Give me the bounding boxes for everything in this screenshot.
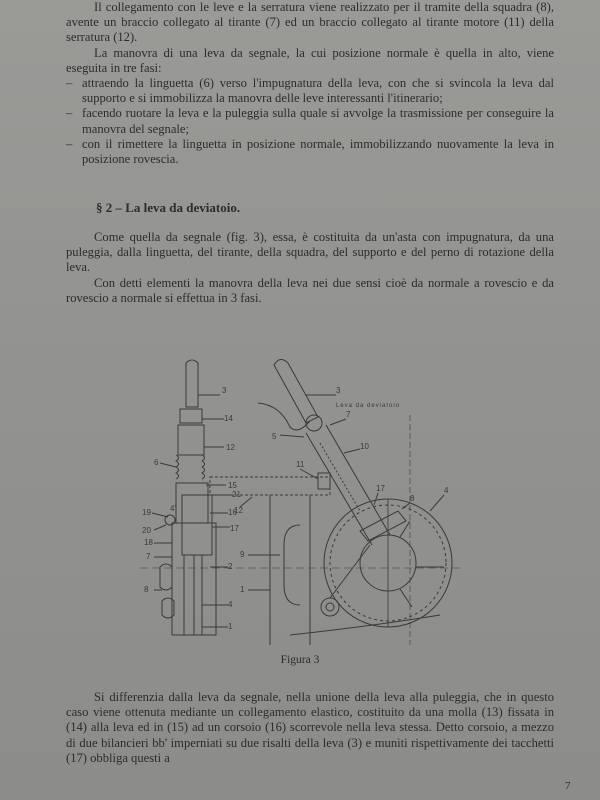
- svg-text:14: 14: [224, 414, 233, 423]
- figure-caption: Figura 3: [280, 654, 320, 666]
- steps-list: [66, 76, 554, 167]
- svg-text:18: 18: [144, 538, 153, 547]
- svg-text:17: 17: [230, 524, 239, 533]
- paragraph-composizione: Come quella da segnale (fig. 3), essa, è costituita da un'asta con impugnatura, da una puleggia, dalla linguetta, del tirante, della squadra, del supporto e del perno di rotazione della leva.: [66, 230, 554, 275]
- svg-text:8: 8: [144, 585, 149, 594]
- svg-text:9: 9: [240, 550, 245, 559]
- svg-text:16: 16: [228, 508, 237, 517]
- svg-text:21: 21: [232, 490, 241, 499]
- paragraph-manovra-segnale: La manovra di una leva da segnale, la cui posizione normale è quella in alto, viene eseguita in tre fasi:: [66, 45, 554, 75]
- step-item: – attraendo la linguetta (6) verso l'impugnatura della leva, con che si svincola la leva dal supporto e si immobilizza la manovra delle leve interessanti l'itinerario;: [66, 76, 554, 106]
- svg-text:1: 1: [240, 585, 245, 594]
- paragraph-differenza: Si differenzia dalla leva da segnale, nella unione della leva alla puleggia, che in questo caso viene ottenuta mediante un collegamento elastico, costituito da una molla (13) fissata in (14) alla leva ed in (15) ad un corsoio (16) scorrevole nella leva stessa. Detto corsoio, a mezzo di due bilancieri bb' imperniati su due risalti della leva (3) e muniti rispettivamente dei tacchetti (17) obbliga questi a: [66, 690, 554, 765]
- svg-text:12: 12: [226, 443, 235, 452]
- svg-text:4: 4: [444, 486, 449, 495]
- step-item: – facendo ruotare la leva e la puleggia sulla quale si avvolge la trasmissione per conseguire la manovra del segnale;: [66, 106, 554, 136]
- svg-text:8: 8: [410, 494, 415, 503]
- lever-technical-drawing: [140, 345, 460, 645]
- page-number: 7: [565, 780, 571, 792]
- svg-text:12: 12: [234, 506, 243, 515]
- svg-text:4: 4: [228, 600, 233, 609]
- svg-text:11: 11: [296, 460, 305, 469]
- figure-3-drawing: [140, 345, 460, 645]
- text-top: [66, 0, 554, 167]
- svg-text:1: 1: [228, 622, 233, 631]
- svg-text:2: 2: [228, 562, 233, 571]
- step-item: – con il rimettere la linguetta in posizione normale, immobilizzando nuovamente la leva in posizione rovescia.: [66, 136, 554, 167]
- svg-text:19: 19: [142, 508, 151, 517]
- svg-text:20: 20: [142, 526, 151, 535]
- svg-text:15: 15: [228, 481, 237, 490]
- text-bottom: [66, 690, 554, 766]
- drawing-title: Leva da deviatoio: [336, 403, 401, 409]
- svg-text:6: 6: [154, 458, 159, 467]
- paragraph-collegamento: Il collegamento con le leve e la serratura viene realizzato per il tramite della squadra (8), avente un braccio collegato al tirante (7) ed un braccio collegato al tirante motore (11) della serratura (12).: [66, 0, 554, 45]
- svg-text:7: 7: [346, 410, 351, 419]
- text-middle: [66, 230, 554, 306]
- svg-text:3: 3: [336, 386, 341, 395]
- svg-text:3: 3: [222, 386, 227, 395]
- svg-text:5: 5: [272, 432, 277, 441]
- section-heading: § 2 – La leva da deviatoio.: [96, 200, 241, 215]
- paragraph-fasi: Con detti elementi la manovra della leva nei due sensi cioè da normale a rovescio e da rovescio a normale si effettua in 3 fasi.: [66, 275, 554, 305]
- svg-text:7: 7: [146, 552, 151, 561]
- svg-text:10: 10: [360, 442, 369, 451]
- svg-text:17: 17: [376, 484, 385, 493]
- svg-text:4': 4': [170, 504, 176, 513]
